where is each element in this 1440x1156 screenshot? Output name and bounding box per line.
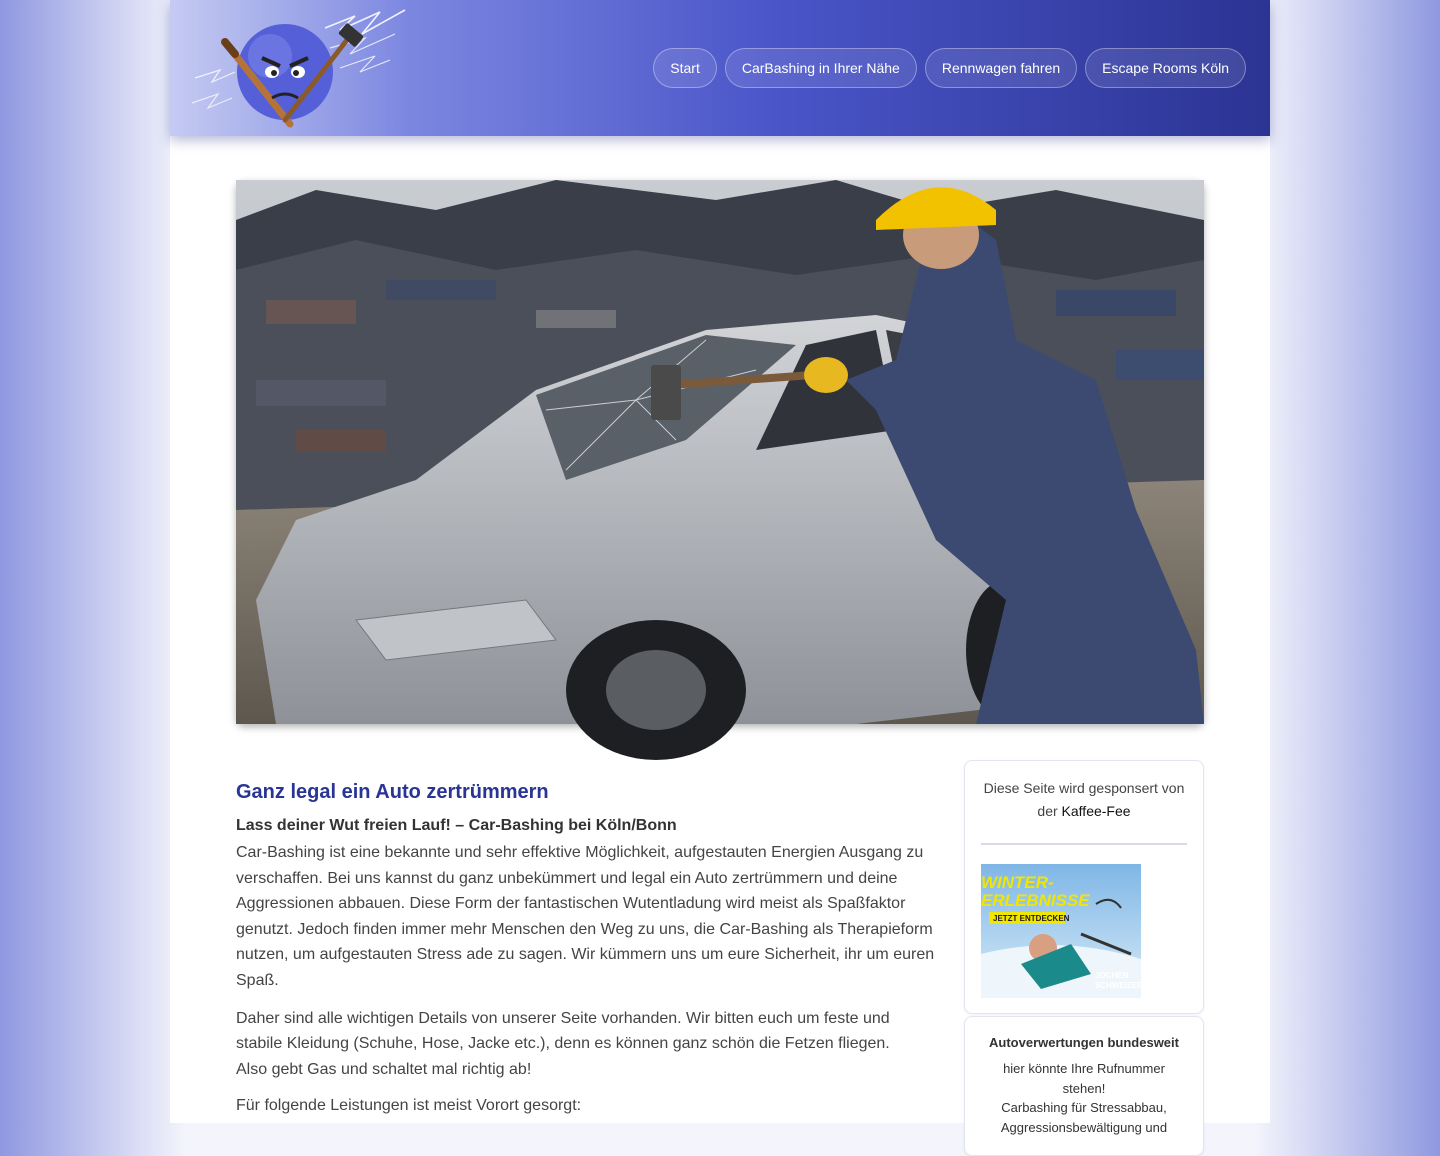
nav-racing-cars[interactable]: Rennwagen fahren bbox=[925, 48, 1077, 88]
car-bashing-photo-icon bbox=[236, 180, 1204, 724]
sponsor-label: Diese Seite wird gesponsert von der bbox=[983, 780, 1185, 819]
scrapyards-title: Autoverwertungen bundesweit bbox=[989, 1035, 1179, 1050]
details-line-2: Also gebt Gas und schaltet mal richtig ab! bbox=[236, 1060, 532, 1078]
nav-carbashing-nearby[interactable]: CarBashing in Ihrer Nähe bbox=[725, 48, 917, 88]
details-line-1: Daher sind alle wichtigen Details von unserer Seite vorhanden. Wir bitten euch um feste und stabile Kleidung (Schuhe, Hose, Jacke etc.), denn es können ganz schön die Fetzen fliegen. bbox=[236, 1009, 890, 1053]
ad-line-1: WINTER- bbox=[981, 873, 1054, 892]
services-intro: Für folgende Leistungen ist meist Vorort gesorgt: bbox=[236, 1097, 582, 1115]
winter-experience-ad-icon bbox=[981, 864, 1141, 998]
lead-text: Lass deiner Wut freien Lauf! – Car-Bashing bei Köln/Bonn bbox=[236, 817, 677, 834]
ad-banner[interactable] bbox=[981, 864, 1141, 998]
scrapyards-line-2: Carbashing für Stressabbau, Aggressionsbewältigung und bbox=[1000, 1100, 1168, 1135]
sponsor-box bbox=[964, 760, 1204, 1014]
site-logo[interactable] bbox=[190, 8, 410, 130]
details-paragraph bbox=[236, 1006, 938, 1083]
page-title: Ganz legal ein Auto zertrümmern bbox=[236, 781, 549, 803]
intro-paragraph: Car-Bashing ist eine bekannte und sehr effektive Möglichkeit, aufgestauten Energien Ausgang zu verschaffen. Bei uns kannst du ganz unbekümmert und legal ein Auto zertrümmern und deine Aggressionen abbauen. Diese Form der fantastischen Wutentladung wird meist als Spaßfaktor genutzt. Jedoch finden immer mehr Menschen den Weg zu uns, die Car-Bashing als Therapieform nutzen, um aufgestauten Stress ade zu sagen. Wir kümmern uns um eure Sicherheit, ihr um euren Spaß. bbox=[236, 844, 935, 989]
angry-ball-with-hammer-and-bat-logo-icon bbox=[190, 8, 410, 130]
nav-escape-rooms[interactable]: Escape Rooms Köln bbox=[1085, 48, 1246, 88]
nav-start[interactable]: Start bbox=[653, 48, 717, 88]
page bbox=[170, 0, 1270, 1135]
sponsor-divider bbox=[981, 843, 1187, 845]
ad-cta: JETZT ENTDECKEN bbox=[993, 914, 1070, 923]
scrapyards-line-1: hier könnte Ihre Rufnummer stehen! bbox=[1003, 1061, 1165, 1096]
main-navigation bbox=[653, 48, 1246, 88]
ad-brand-1: JOCHEN bbox=[1095, 971, 1129, 980]
main-content bbox=[236, 778, 938, 1119]
scrapyards-box bbox=[964, 1016, 1204, 1156]
ad-brand-2: SCHWEIZER bbox=[1095, 981, 1143, 990]
scrapyards-text bbox=[989, 1059, 1179, 1137]
sidebar bbox=[964, 760, 1204, 1156]
sponsor-link[interactable]: Kaffee-Fee bbox=[1061, 803, 1131, 819]
sponsor-text bbox=[981, 777, 1187, 823]
ad-line-2: ERLEBNISSE bbox=[981, 891, 1090, 910]
site-header bbox=[170, 0, 1270, 136]
hero-image bbox=[236, 180, 1204, 724]
